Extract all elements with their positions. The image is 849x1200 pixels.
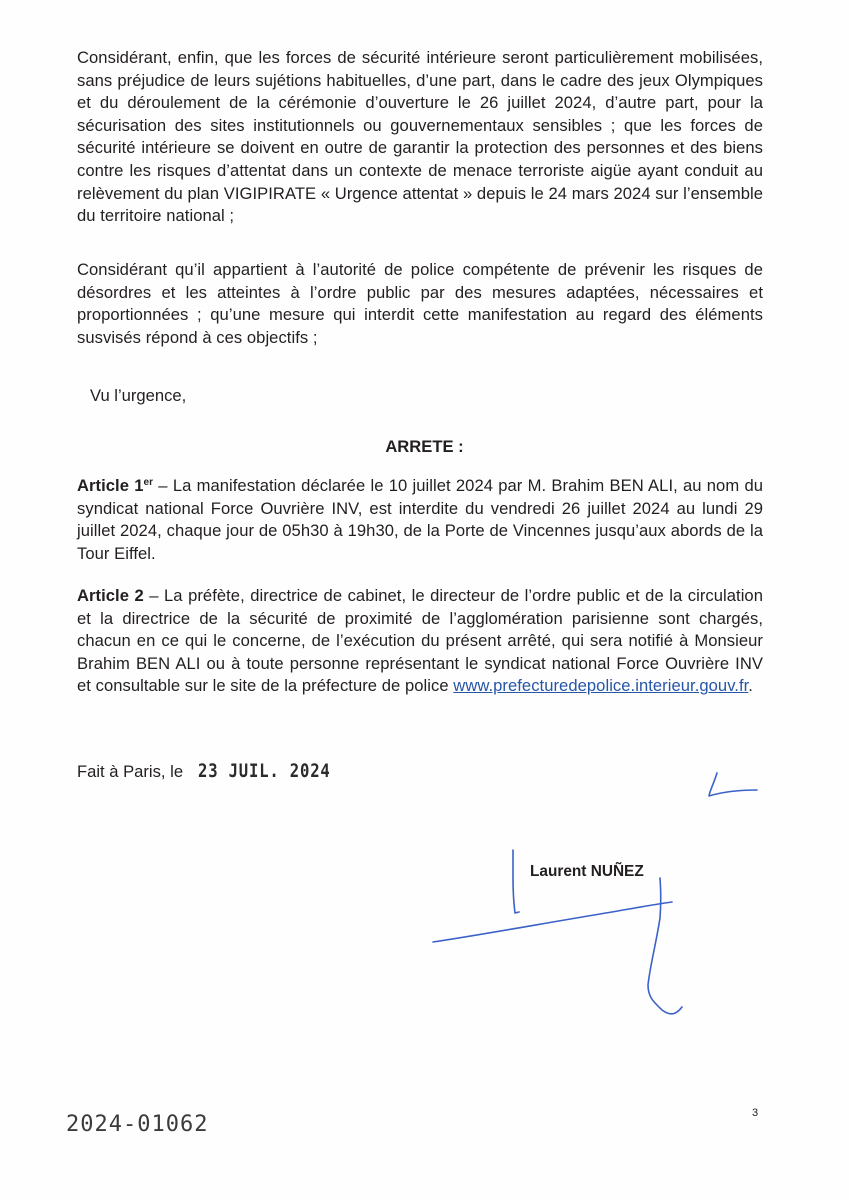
prefecture-website-link[interactable]: www.prefecturedepolice.interieur.gouv.fr [453,676,749,696]
vu-urgence: Vu l’urgence, [90,386,187,405]
article-1-text: – La manifestation déclarée le 10 juillet 2024 par M. Brahim BEN ALI, au nom du syndicat national Force Ouvrière INV, est interdite du vendredi 26 juillet 2024 au lundi 29 juillet 2024, chaque jour de 05h30 à 19h30, de la Porte de Vincennes jusqu’aux abords de la Tour Eiffel. [77,476,764,563]
article-1 [77,475,763,565]
article-2: Article 2 – La préfète, directrice de cabinet, le directeur de l’ordre public et de la circulation et la directrice de la sécurité de proximité de l’agglomération parisienne sont chargés, chacun en ce qui le concerne, de l’exécution du présent arrêté, qui sera notifié à Monsieur Brahim BEN ALI ou à toute personne représentant le syndicat national Force Ouvrière INV et consultable sur le site de la préfecture de police www.prefecturedepolice.interieur.gouv.fr. [77,586,763,696]
paragraph-considerant-enfin: Considérant, enfin, que les forces de sécurité intérieure seront particulièrement mobilisées, sans préjudice de leurs sujétions habituelles, d’une part, dans le cadre des jeux Olympiques et du déroulement de la cérémonie d’ouverture le 26 juillet 2024, d’autre part, pour la sécurisation des sites institutionnels ou gouvernementaux sensibles ; que les forces de sécurité intérieure se doivent en outre de garantir la protection des personnes et des biens contre les risques d’attentat dans un contexte de menace terroriste aigüe ayant conduit au relèvement du plan VIGIPIRATE « Urgence attentat » depuis le 24 mars 2024 sur l’ensemble du territoire national ; [77,48,763,226]
fait-a-label: Fait à Paris, le [77,762,184,781]
paragraph-considerant-autorite: Considérant qu’il appartient à l’autorité de police compétente de prévenir les risques de désordres et les atteintes à l’ordre public par des mesures adaptées, nécessaires et proportionnées ; qu’une mesure qui interdit cette manifestation au regard des éléments susvisés répond à ces objectifs ; [77,260,763,347]
article-2-text: – La préfète, directrice de cabinet, le directeur de l’ordre public et de la circulation et la directrice de la sécurité de proximité de l’agglomération parisienne sont chargés, chacun en ce qui le concerne, de l’exécution du présent arrêté, qui sera notifié à Monsieur Brahim BEN ALI ou à toute personne représentant le syndicat national Force Ouvrière INV et consultable sur le site de la préfecture de police [77,586,763,696]
article-2-title: Article 2 [77,586,144,605]
arrete-heading: ARRETE : [385,437,464,456]
fait-a-paris [77,760,359,782]
date-stamp: 23 JUIL. 2024 [197,760,331,782]
signatory-name: Laurent NUÑEZ [530,863,644,880]
page-number: 3 [752,1107,759,1119]
article-1-title: Article 1er [77,476,154,495]
reference-number: 2024-01062 [66,1112,209,1137]
